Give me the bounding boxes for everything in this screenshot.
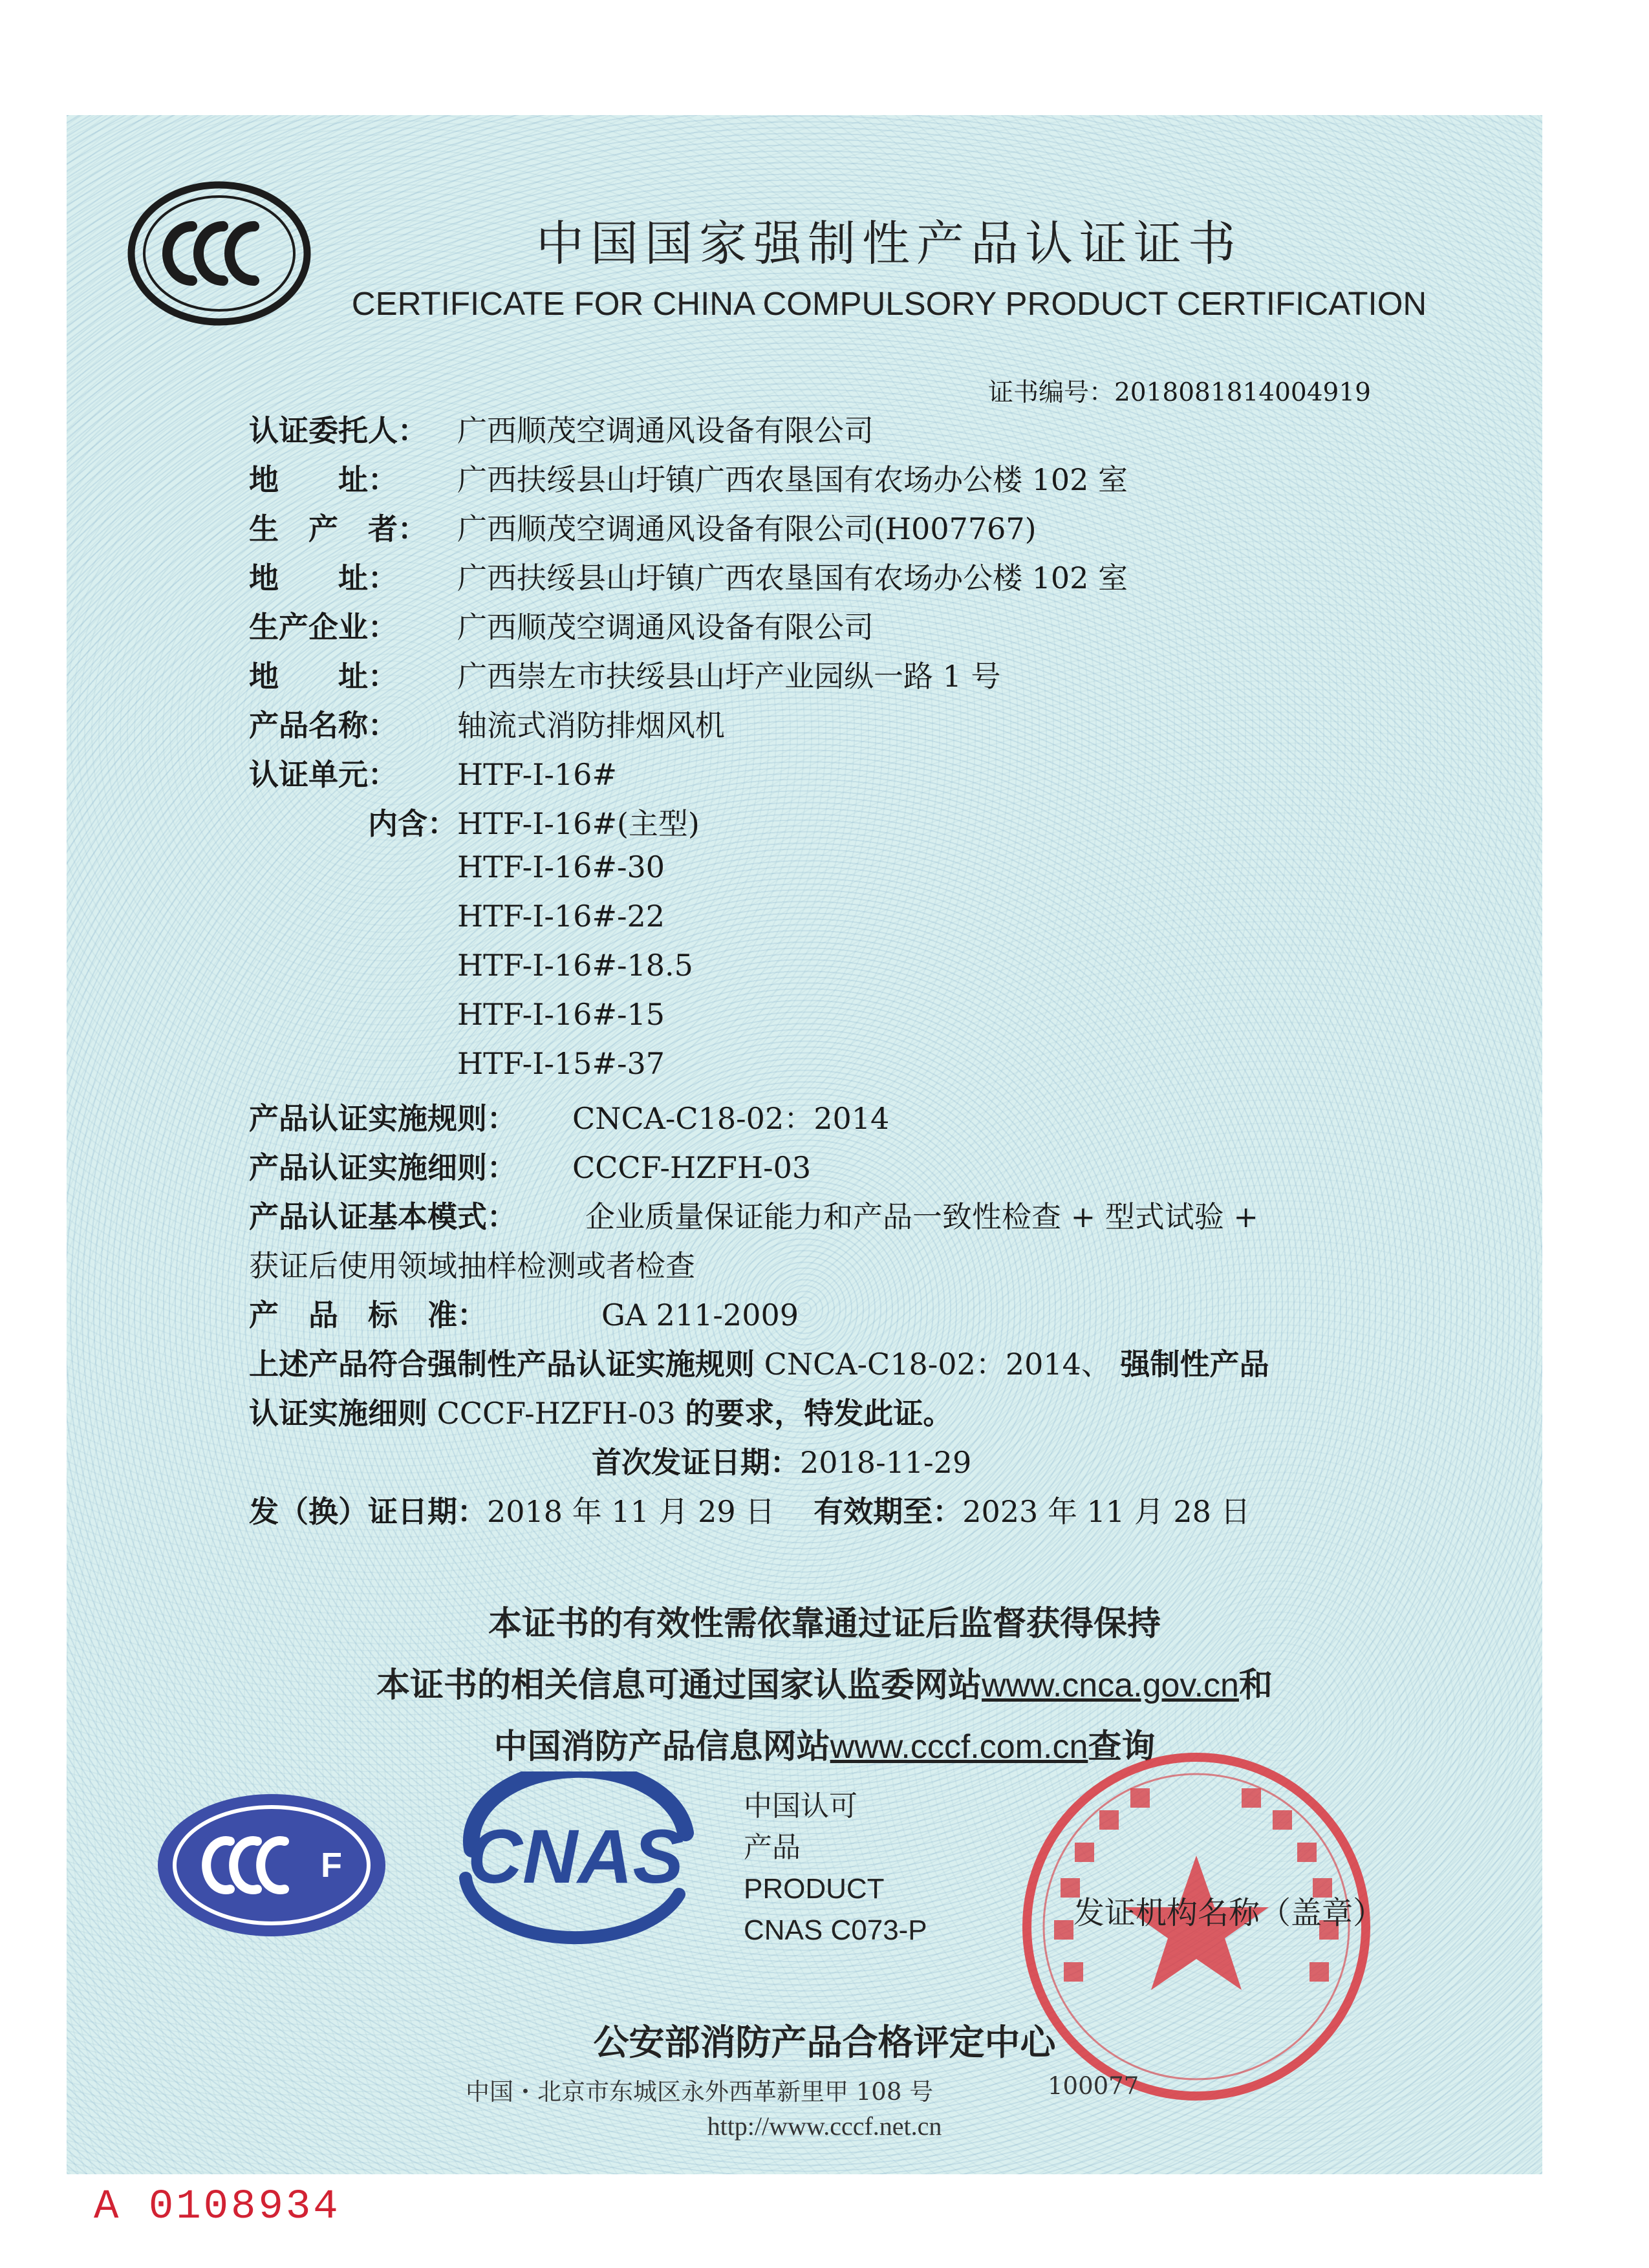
manufacturer-row [249, 506, 1478, 555]
standard-value: GA 211-2009 [601, 1298, 799, 1332]
address1-row [249, 456, 1478, 506]
cnas-line-4: CNAS C073-P [744, 1914, 927, 1946]
contents-row [249, 948, 1478, 997]
cnas-logo [446, 1771, 705, 1946]
notice-text: 本证书的相关信息可通过国家认监委网站 [376, 1666, 982, 1705]
first-issue-value: 2018-11-29 [800, 1445, 972, 1480]
factory-row [249, 604, 1478, 653]
address2-label: 地 址： [249, 561, 398, 595]
conclusion-text: 强制性产品 [1120, 1347, 1269, 1382]
conclusion-line-1 [249, 1341, 1478, 1390]
factory-label: 生产企业： [249, 610, 398, 645]
certificate-title-cn: 中国国家强制性产品认证证书 [536, 216, 1242, 272]
contents-row [249, 1046, 1478, 1095]
first-issue-row [249, 1439, 1478, 1488]
contents-label: 内含： [368, 806, 457, 841]
notice-line-3 [0, 1717, 1649, 1778]
issue-value: 2018 年 11 月 29 日 [487, 1494, 775, 1529]
product-row [249, 702, 1478, 751]
notice-text: 中国消防产品信息网站 [493, 1728, 830, 1766]
cnas-line-1: 中国认可 [744, 1790, 857, 1823]
issue-valid-row [249, 1488, 1478, 1537]
manufacturer-value: 广西顺茂空调通风设备有限公司(H007767) [457, 511, 1037, 546]
address3-label: 地 址： [249, 659, 398, 694]
cnas-accreditation-text [744, 1786, 927, 1951]
contents-row [249, 997, 1478, 1046]
address3-row [249, 653, 1478, 702]
contents-item: HTF-I-16#(主型) [457, 806, 700, 841]
issuer-website[interactable]: http://www.cccf.net.cn [707, 2112, 942, 2141]
address3-value: 广西崇左市扶绥县山圩产业园纵一路 1 号 [457, 659, 1001, 694]
valid-value: 2023 年 11 月 28 日 [962, 1494, 1251, 1529]
address2-value: 广西扶绥县山圩镇广西农垦国有农场办公楼 102 室 [457, 561, 1128, 595]
product-label: 产品名称： [249, 708, 398, 743]
mode-value: 企业质量保证能力和产品一致性检查 + 型式试验 + [585, 1199, 1258, 1234]
contents-row [249, 800, 1478, 850]
contents-item: HTF-I-15#-37 [457, 1046, 665, 1081]
cccf-logo-letter: F [321, 1846, 342, 1885]
detail-row [249, 1144, 1478, 1193]
address2-row [249, 555, 1478, 604]
contents-item: HTF-I-16#-22 [457, 899, 665, 934]
contents-row [249, 899, 1478, 948]
conclusion-line-2 [249, 1390, 1478, 1439]
conclusion-text: 的要求，特发此证。 [685, 1396, 953, 1431]
issue-label: 发（换）证日期： [249, 1494, 487, 1529]
valid-label: 有效期至： [814, 1494, 963, 1529]
mode-row [249, 1193, 1478, 1243]
seal-caption: 发证机构名称（盖章） [1073, 1895, 1385, 1931]
cnca-website-link[interactable]: www.cnca.gov.cn [982, 1667, 1239, 1704]
rule-label: 产品认证实施规则： [249, 1101, 517, 1136]
cnas-logo-text: CNAS [467, 1814, 684, 1899]
issuer-postcode: 100077 [1048, 2072, 1139, 2100]
conclusion-text: 认证实施细则 [249, 1396, 427, 1431]
rule-value: CNCA-C18-02：2014 [572, 1101, 890, 1136]
cccf-website-link[interactable]: www.cccf.com.cn [830, 1728, 1088, 1766]
rule-row [249, 1095, 1478, 1144]
applicant-row [249, 407, 1478, 456]
conclusion-text: 上述产品符合强制性产品认证实施规则 [249, 1347, 755, 1382]
certificate-fields [249, 407, 1478, 1537]
serial-number: A 0108934 [94, 2184, 341, 2231]
notice-text: 查询 [1088, 1728, 1156, 1766]
mode-value-continued: 获证后使用领域抽样检测或者检查 [249, 1248, 695, 1283]
product-value: 轴流式消防排烟风机 [457, 708, 725, 743]
applicant-value: 广西顺茂空调通风设备有限公司 [457, 413, 874, 448]
issuer-address: 中国・北京市东城区永外西革新里甲 108 号 [466, 2078, 934, 2106]
certificate-title-en: CERTIFICATE FOR CHINA COMPULSORY PRODUCT CERTIFICATION [351, 285, 1427, 322]
unit-label: 认证单元： [249, 757, 398, 792]
cnas-line-3: PRODUCT [744, 1873, 885, 1905]
contents-item: HTF-I-16#-30 [457, 850, 665, 884]
first-issue-label: 首次发证日期： [592, 1445, 800, 1480]
contents-item: HTF-I-16#-15 [457, 997, 665, 1032]
conclusion-detail-code: CCCF-HZFH-03 [436, 1396, 676, 1431]
address1-label: 地 址： [249, 462, 398, 497]
applicant-label: 认证委托人： [249, 413, 427, 448]
notice-line-1: 本证书的有效性需依靠通过证后监督获得保持 [488, 1605, 1161, 1643]
mode-label: 产品认证基本模式： [249, 1199, 517, 1234]
contents-item: HTF-I-16#-18.5 [457, 948, 693, 983]
detail-value: CCCF-HZFH-03 [572, 1150, 812, 1185]
standard-row [249, 1292, 1478, 1341]
cnas-line-2: 产品 [744, 1831, 801, 1864]
manufacturer-label: 生 产 者： [249, 511, 427, 546]
notice-text: 和 [1238, 1666, 1273, 1705]
detail-label: 产品认证实施细则： [249, 1150, 517, 1185]
notice-line-2 [0, 1655, 1649, 1717]
certificate-number: 证书编号：2018081814004919 [987, 378, 1371, 407]
issuer-name: 公安部消防产品合格评定中心 [593, 2022, 1056, 2063]
unit-row [249, 751, 1478, 800]
unit-value: HTF-I-16# [457, 757, 617, 792]
cccf-logo [154, 1791, 390, 1940]
contents-row [249, 850, 1478, 899]
validity-notice [0, 1594, 1649, 1778]
address1-value: 广西扶绥县山圩镇广西农垦国有农场办公楼 102 室 [457, 462, 1128, 497]
factory-value: 广西顺茂空调通风设备有限公司 [457, 610, 874, 645]
conclusion-rule-code: CNCA-C18-02：2014、 [764, 1347, 1111, 1382]
standard-label: 产 品 标 准： [249, 1298, 487, 1332]
